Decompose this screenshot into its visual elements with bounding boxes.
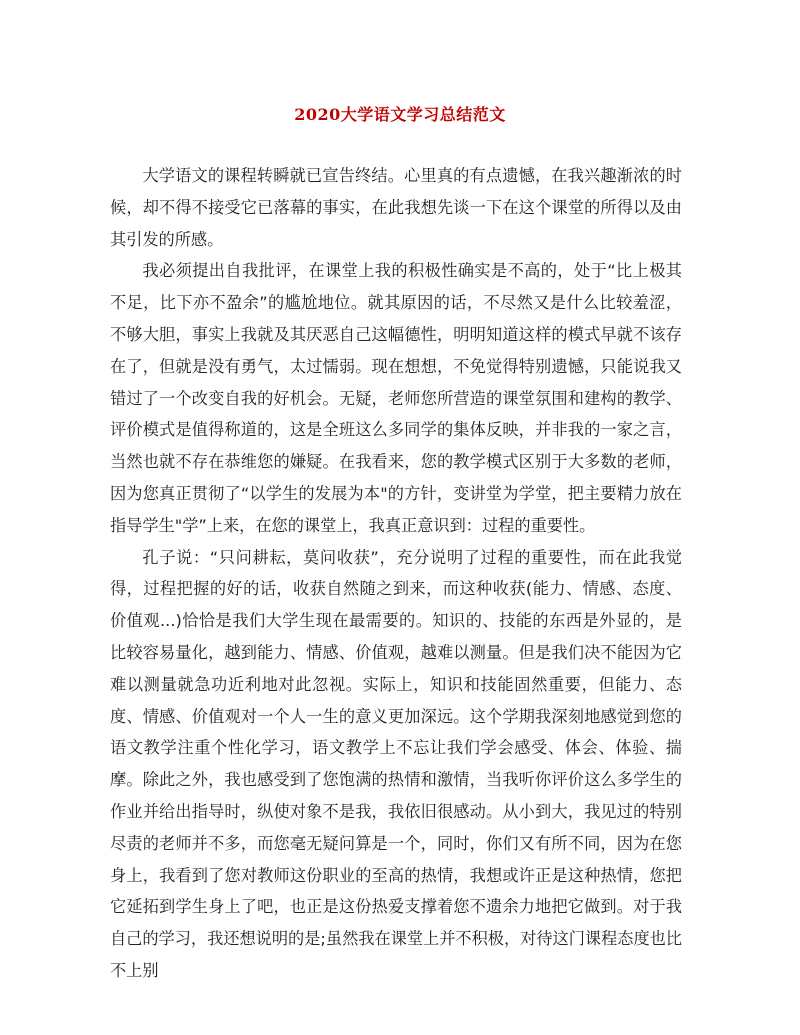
paragraph-3: 孔子说：“只问耕耘，莫问收获”，充分说明了过程的重要性，而在此我觉得，过程把握的好的话，收获自然随之到来，而这种收获(能力、情感、态度、价值观...)恰恰是我们大学生现在最需要的。知识的、技能的东西是外显的，是比较容易量化，越到能力、情感、价值观，越难以测量。但是我们决不能因为它难以测量就急功近利地对此忽视。实际上，知识和技能固然重要，但能力、态度、情感、价值观对一个人一生的意义更加深远。这个学期我深刻地感觉到您的语文教学注重个性化学习，语文教学上不忘让我们学会感受、体会、体验、揣摩。除此之外，我也感受到了您饱满的热情和激情，当我听你评价这么多学生的作业并给出指导时，纵使对象不是我，我依旧很感动。从小到大，我见过的特别尽责的老师并不多，而您毫无疑问算是一个，同时，你们又有所不同，因为在您身上，我看到了您对教师这份职业的至高的热情，我想或许正是这种热情，您把它延拓到学生身上了吧，也正是这份热爱支撑着您不遗余力地把它做到。对于我自己的学习，我还想说明的是;虽然我在课堂上并不积极，对待这门课程态度也比不上别 (110, 547, 683, 980)
paragraph-1: 大学语文的课程转瞬就已宣告终结。心里真的有点遗憾，在我兴趣渐浓的时候，却不得不接受它已落幕的事实，在此我想先谈一下在这个课堂的所得以及由其引发的所感。 (110, 166, 682, 249)
document-title: 2020大学语文学习总结范文 (294, 105, 506, 124)
paragraph-2: 我必须提出自我批评，在课堂上我的积极性确实是不高的，处于“比上极其不足，比下亦不盈余”的尴尬地位。就其原因的话，不尽然又是什么比较羞涩，不够大胆，事实上我就及其厌恶自己这幅德性，明明知道这样的模式早就不该存在了，但就是没有勇气，太过懦弱。现在想想，不免觉得特别遗憾，只能说我又错过了一个改变自我的好机会。无疑，老师您所营造的课堂氛围和建构的教学、评价模式是值得称道的，这是全班这么多同学的集体反映，并非我的一家之言，当然也就不存在恭维您的嫌疑。在我看来，您的教学模式区别于大多数的老师，因为您真正贯彻了“以学生的发展为本"的方针，变讲堂为学堂，把主要精力放在指导学生"学”上来，在您的课堂上，我真正意识到：过程的重要性。 (110, 261, 682, 535)
document-body (110, 160, 682, 987)
